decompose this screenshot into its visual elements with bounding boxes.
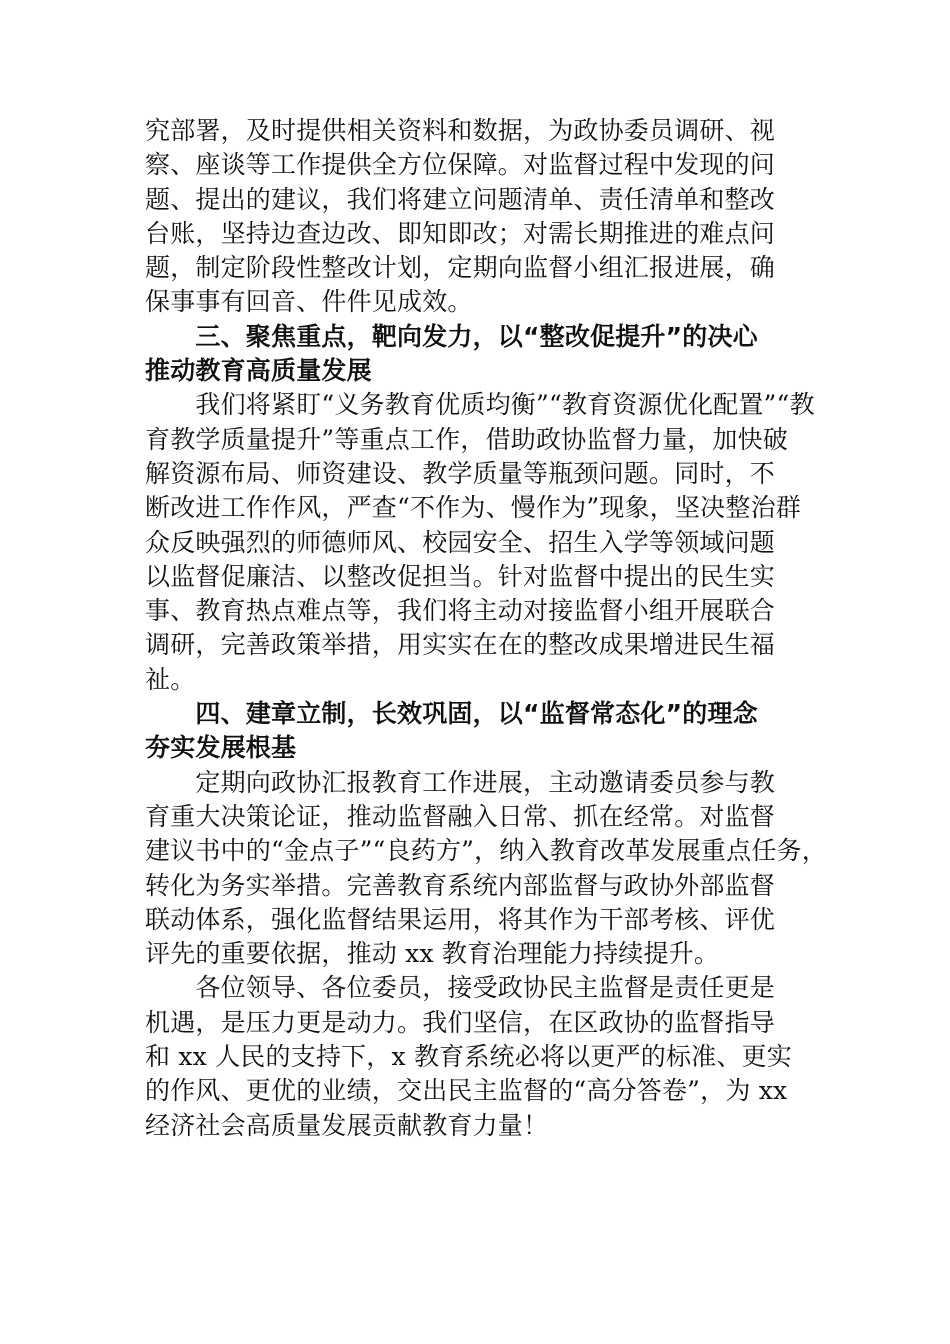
text-line: 保事事有回音、件件见成效。 [145, 287, 473, 317]
text-line: 经济社会高质量发展贡献教育力量！ [145, 1110, 549, 1140]
text-line: 究部署，及时提供相关资料和数据，为政协委员调研、视 [145, 116, 776, 145]
text-line: 机遇，是压力更是动力。我们坚信，在区政协的监督指导 [145, 1007, 776, 1037]
text-line: 祉。 [145, 664, 196, 694]
text-line: 评先的重要依据，推动 xx 教育治理能力持续提升。 [145, 939, 720, 969]
document-body [145, 114, 835, 1143]
section-heading-3-cont: 推动教育高质量发展 [145, 356, 372, 386]
text-line: 育重大决策论证，推动监督融入日常、抓在经常。对监督 [145, 801, 776, 831]
text-line: 题、提出的建议，我们将建立问题清单、责任清单和整改 [145, 184, 776, 214]
text-line: 台账，坚持边查边改、即知即改；对需长期推进的难点问 [145, 218, 776, 248]
text-line: 以监督促廉洁、以整改促担当。针对监督中提出的民生实 [145, 561, 776, 591]
text-line: 调研，完善政策举措，用实实在在的整改成果增进民生福 [145, 630, 776, 660]
text-line: 转化为务实举措。完善教育系统内部监督与政协外部监督 [145, 870, 776, 900]
text-line: 育教学质量提升”等重点工作，借助政协监督力量，加快破 [145, 424, 788, 454]
text-line: 题，制定阶段性整改计划，定期向监督小组汇报进展，确 [145, 253, 776, 283]
text-line: 各位领导、各位委员，接受政协民主监督是责任更是 [145, 973, 776, 1003]
text-line: 联动体系，强化监督结果运用，将其作为干部考核、评优 [145, 904, 776, 934]
section-heading-4-cont: 夯实发展根基 [145, 733, 297, 763]
text-line: 众反映强烈的师德师风、校园安全、招生入学等领域问题 [145, 527, 776, 557]
text-line: 事、教育热点难点等，我们将主动对接监督小组开展联合 [145, 596, 776, 626]
text-line: 定期向政协汇报教育工作进展，主动邀请委员参与教 [145, 767, 776, 797]
text-line: 察、座谈等工作提供全方位保障。对监督过程中发现的问 [145, 150, 776, 180]
text-line: 我们将紧盯“义务教育优质均衡”“教育资源优化配置”“教 [145, 390, 815, 420]
text-line: 断改进工作作风，严查“不作为、慢作为”现象，坚决整治群 [145, 493, 801, 523]
section-heading-4: 四、建章立制，长效巩固，以“监督常态化”的理念 [145, 699, 758, 729]
text-line: 的作风、更优的业绩，交出民主监督的“高分答卷”，为 xx [145, 1076, 788, 1106]
text-line: 解资源布局、师资建设、教学质量等瓶颈问题。同时，不 [145, 458, 776, 488]
section-heading-3: 三、聚焦重点，靶向发力，以“整改促提升”的决心 [145, 321, 758, 351]
text-line: 和 xx 人民的支持下，x 教育系统必将以更严的标准、更实 [145, 1042, 792, 1072]
text-line: 建议书中的“金点子”“良药方”，纳入教育改革发展重点任务， [145, 836, 827, 866]
